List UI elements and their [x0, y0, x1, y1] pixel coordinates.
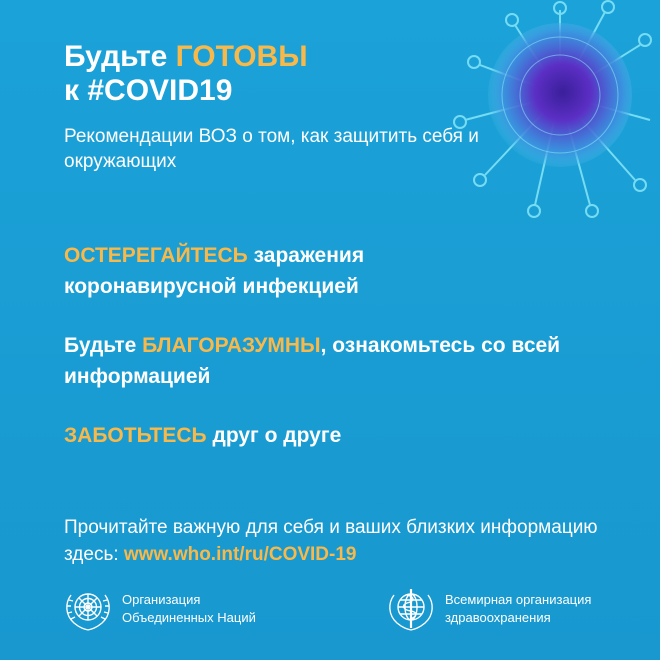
footer-text: [64, 514, 604, 568]
who-link[interactable]: www.who.int/ru/COVID-19: [123, 544, 357, 565]
who-name-line2: здравоохранения: [445, 610, 551, 625]
message-care: [64, 420, 564, 451]
who-logo: [385, 586, 591, 632]
coronavirus-illustration: [440, 0, 660, 230]
message-prefix: Будьте: [64, 334, 143, 357]
message-accent: ЗАБОТЬТЕСЬ: [64, 424, 207, 447]
un-name-line2: Объединенных Наций: [122, 610, 256, 625]
page-title: [64, 40, 308, 108]
un-emblem-icon: [62, 586, 114, 632]
title-prefix: Будьте: [64, 40, 176, 73]
message-be-smart: [64, 330, 624, 392]
message-accent: ОСТЕРЕГАЙТЕСЬ: [64, 244, 248, 267]
un-name: [122, 591, 256, 627]
message-accent: БЛАГОРАЗУМНЫ: [142, 334, 321, 357]
who-name-line1: Всемирная организация: [445, 592, 592, 607]
un-name-line1: Организация: [122, 592, 201, 607]
title-hashtag: к #COVID19: [64, 74, 233, 107]
message-text: друг о друге: [206, 424, 342, 447]
un-logo: [62, 586, 256, 632]
footer-message: Прочитайте важную для себя и ваших близких информацию здесь:: [64, 517, 598, 565]
message-text: заражения коронавирусной инфекцией: [64, 244, 365, 298]
who-emblem-icon: [385, 586, 437, 632]
subtitle: Рекомендации ВОЗ о том, как защитить себя и окружающих: [64, 126, 479, 172]
who-name: [445, 591, 591, 627]
message-text: , ознакомьтесь со всей информацией: [64, 334, 561, 388]
title-accent: ГОТОВЫ: [175, 40, 308, 73]
message-beware: [64, 240, 484, 302]
